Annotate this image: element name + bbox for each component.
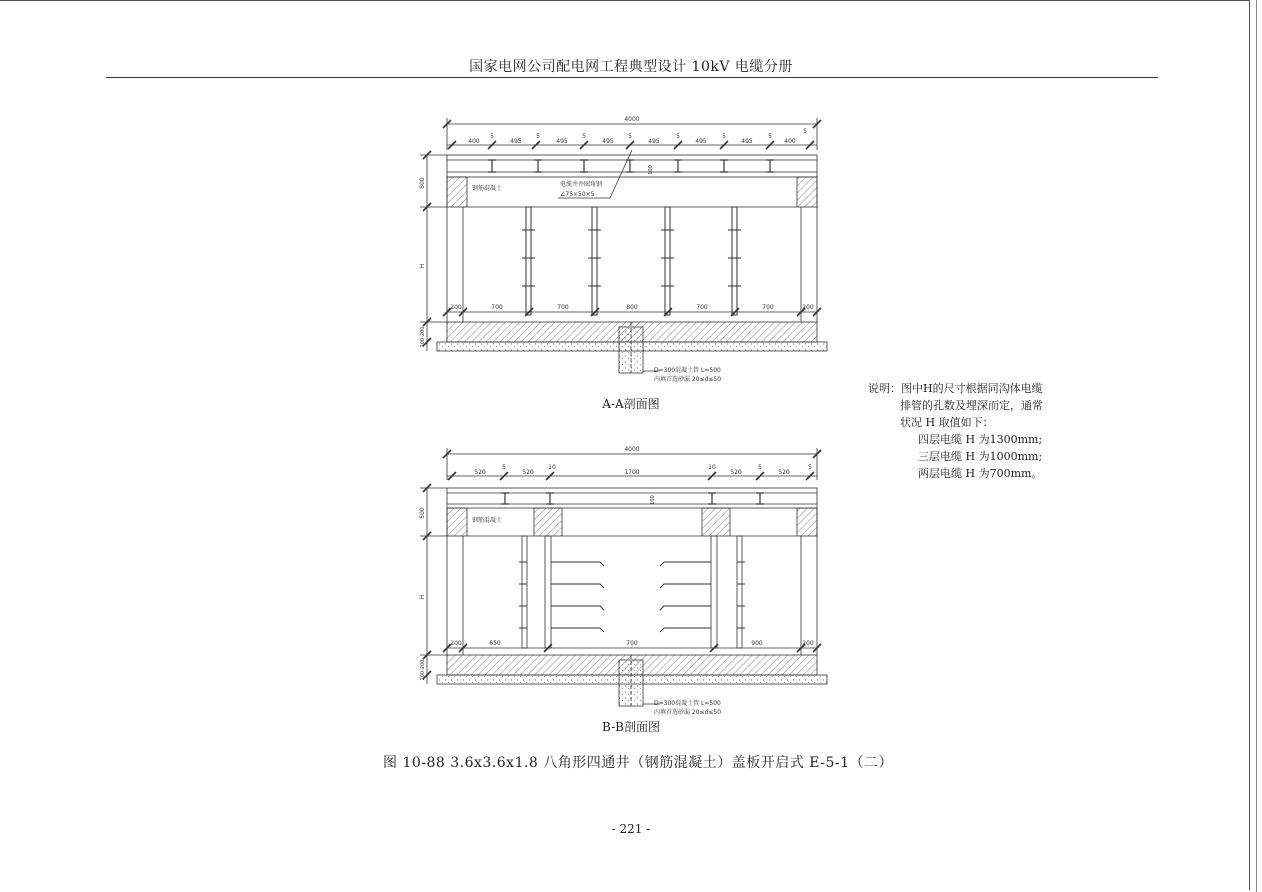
bb-pipe-note-2: 内填首选砂漏 20≤d≤50 bbox=[654, 709, 722, 716]
aa-dim: 5 bbox=[490, 133, 494, 140]
figure-caption: 图 10-88 3.6x3.6x1.8 八角形四通井（钢筋混凝土）盖板开启式 E-5-1（二） bbox=[383, 755, 893, 771]
aa-bottom-dim: 700 bbox=[491, 304, 503, 311]
aa-dim: 400 bbox=[468, 138, 480, 145]
note-line: 三层电缆 H 为1000mm; bbox=[918, 450, 1043, 463]
bb-left-dim: 200-200 bbox=[420, 659, 426, 681]
bb-section-title: B-B剖面图 bbox=[602, 720, 660, 734]
bb-dim: 520 bbox=[522, 469, 534, 476]
aa-angle-spec: ∠75×50×5 bbox=[560, 191, 595, 198]
bb-dim: 520 bbox=[474, 469, 486, 476]
aa-bottom-dim: 200 bbox=[450, 304, 462, 311]
bb-dim: 520 bbox=[730, 469, 742, 476]
aa-bottom-dim: 700 bbox=[557, 304, 569, 311]
section-aa-drawing bbox=[420, 118, 827, 373]
bb-small-dim: 100 bbox=[650, 495, 656, 505]
section-bb-drawing bbox=[420, 448, 827, 706]
bb-bottom-dim: 700 bbox=[626, 640, 638, 647]
bb-left-dim: 500 bbox=[419, 507, 426, 519]
bb-dim: 1700 bbox=[624, 469, 640, 476]
bb-bottom-dim: 900 bbox=[751, 640, 763, 647]
page-number: - 221 - bbox=[611, 822, 651, 836]
aa-concrete-label: 钢筋混凝土 bbox=[472, 185, 503, 192]
note-line: 说明：图中H的尺寸根据同沟体电缆 bbox=[868, 382, 1043, 395]
aa-dim: 495 bbox=[602, 138, 614, 145]
note-line: 四层电缆 H 为1300mm; bbox=[918, 433, 1043, 446]
note-line: 两层电缆 H 为700mm。 bbox=[918, 467, 1043, 480]
aa-dim: 5 bbox=[768, 133, 772, 140]
aa-angle-label: 电缆井井圈角钢 bbox=[560, 181, 603, 188]
aa-bottom-dim: 700 bbox=[762, 304, 774, 311]
bb-dim: 10 bbox=[708, 464, 716, 471]
bb-bottom-dim: 200 bbox=[450, 640, 462, 647]
aa-pipe-note-1: D=300混凝土管 L=500 bbox=[654, 367, 721, 374]
aa-dim: 495 bbox=[695, 138, 707, 145]
note-line: 排管的孔数及埋深而定，通常 bbox=[900, 399, 1043, 412]
aa-dim: 5 bbox=[536, 133, 540, 140]
bb-bottom-dim: 650 bbox=[489, 640, 501, 647]
aa-overall-dim: 4000 bbox=[624, 116, 640, 123]
aa-dim: 5 bbox=[628, 133, 632, 140]
bb-dim: 5 bbox=[502, 464, 506, 471]
aa-dim: 400 bbox=[784, 138, 796, 145]
bb-dim: 10 bbox=[548, 464, 556, 471]
bb-bottom-dim: 200 bbox=[802, 640, 814, 647]
aa-dim: 495 bbox=[510, 138, 522, 145]
aa-small-dim: 100 bbox=[648, 165, 654, 175]
bb-dim: 520 bbox=[778, 469, 790, 476]
bb-dim: 5 bbox=[808, 464, 812, 471]
note-line: 状况 H 取值如下： bbox=[900, 416, 994, 429]
aa-dim: 495 bbox=[741, 138, 753, 145]
bb-dim: 5 bbox=[758, 464, 762, 471]
design-note bbox=[868, 380, 1043, 482]
bb-pipe-note-1: D=300混凝土管 L=500 bbox=[654, 700, 721, 707]
aa-bottom-dim: 700 bbox=[696, 304, 708, 311]
aa-section-title: A-A剖面图 bbox=[602, 397, 660, 411]
aa-dim: 5 bbox=[803, 128, 807, 135]
header-title: 国家电网公司配电网工程典型设计 10kV 电缆分册 bbox=[469, 59, 793, 75]
aa-pipe-note-2: 内填首选砂漏 20≤d≤50 bbox=[654, 376, 722, 383]
aa-left-dim: 500 bbox=[419, 177, 426, 189]
bb-overall-dim: 4000 bbox=[624, 446, 640, 453]
aa-bottom-dim: 200 bbox=[802, 304, 814, 311]
bb-concrete-label: 钢筋混凝土 bbox=[472, 517, 503, 524]
aa-left-dim: H bbox=[419, 263, 426, 269]
bb-left-dim: H bbox=[419, 594, 426, 600]
aa-dim: 5 bbox=[676, 133, 680, 140]
aa-bottom-dim: 800 bbox=[626, 304, 638, 311]
aa-dim: 495 bbox=[648, 138, 660, 145]
aa-left-dim: 200-200 bbox=[420, 326, 426, 348]
aa-dim: 5 bbox=[722, 133, 726, 140]
aa-dim: 5 bbox=[582, 133, 586, 140]
aa-dim: 495 bbox=[556, 138, 568, 145]
